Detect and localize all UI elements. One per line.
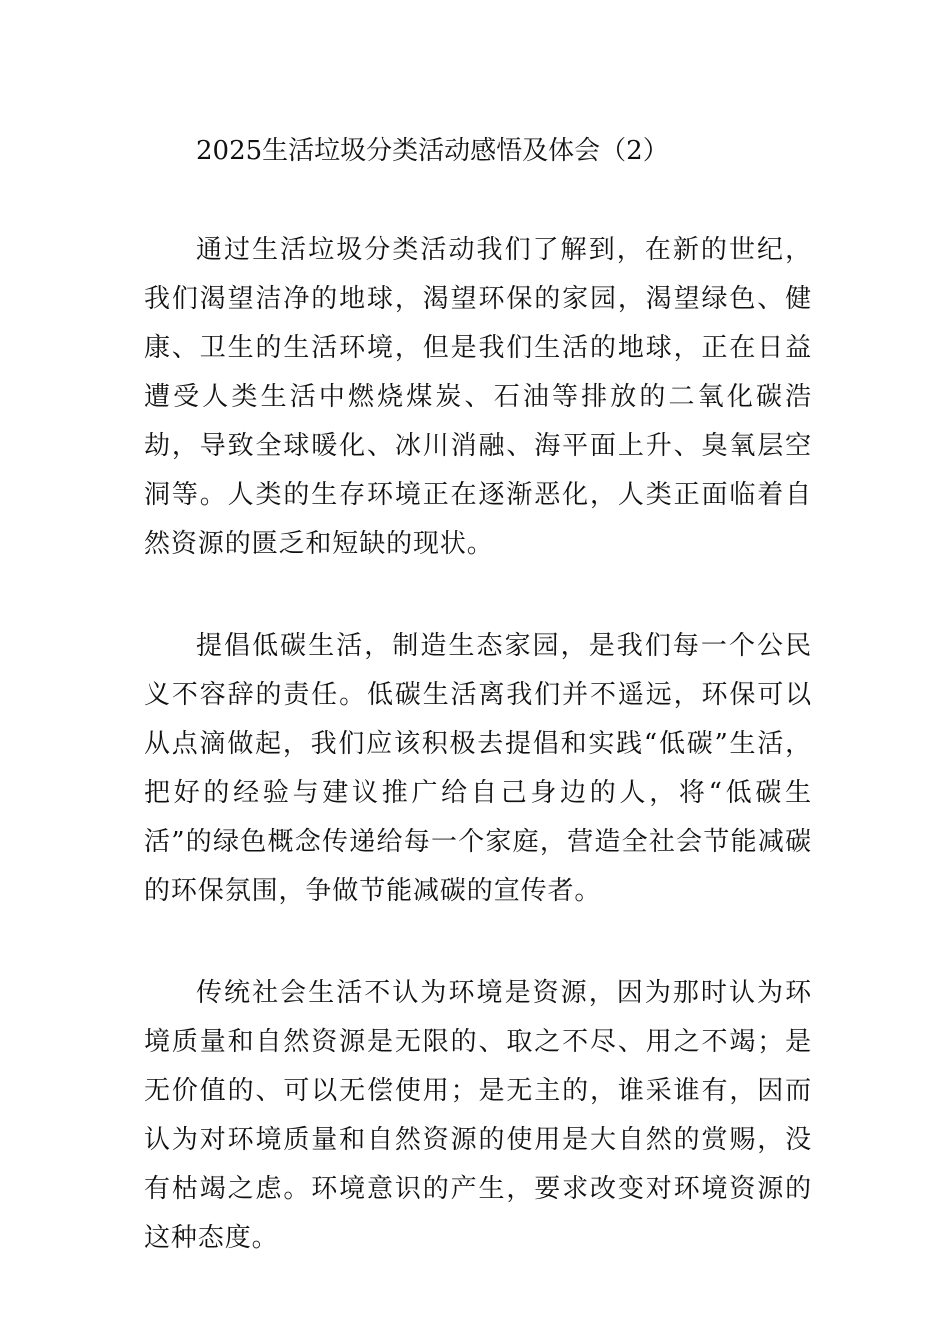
document-title: 2025生活垃圾分类活动感悟及体会（2） [196, 136, 669, 166]
paragraph: 提倡低碳生活，制造生态家园，是我们每一个公民义不容辞的责任。低碳生活离我们并不遥远，环保可以从点滴做起，我们应该积极去提倡和实践“低碳”生活，把好的经验与建议推广给自己身边的人，将“低碳生活”的绿色概念传递给每一个家庭，营造全社会节能减碳的环保氛围，争做节能减碳的宣传者。 [144, 631, 812, 906]
paragraph: 传统社会生活不认为环境是资源，因为那时认为环境质量和自然资源是无限的、取之不尽、用之不竭；是无价值的、可以无偿使用；是无主的，谁采谁有，因而认为对环境质量和自然资源的使用是大自然的赏赐，没有枯竭之虑。环境意识的产生，要求改变对环境资源的这种态度。 [144, 978, 812, 1253]
paragraph: 通过生活垃圾分类活动我们了解到，在新的世纪，我们渴望洁净的地球，渴望环保的家园，渴望绿色、健康、卫生的生活环境，但是我们生活的地球，正在日益遭受人类生活中燃烧煤炭、石油等排放的二氧化碳浩劫，导致全球暖化、冰川消融、海平面上升、臭氧层空洞等。人类的生存环境正在逐渐恶化，人类正面临着自然资源的匮乏和短缺的现状。 [144, 235, 812, 559]
